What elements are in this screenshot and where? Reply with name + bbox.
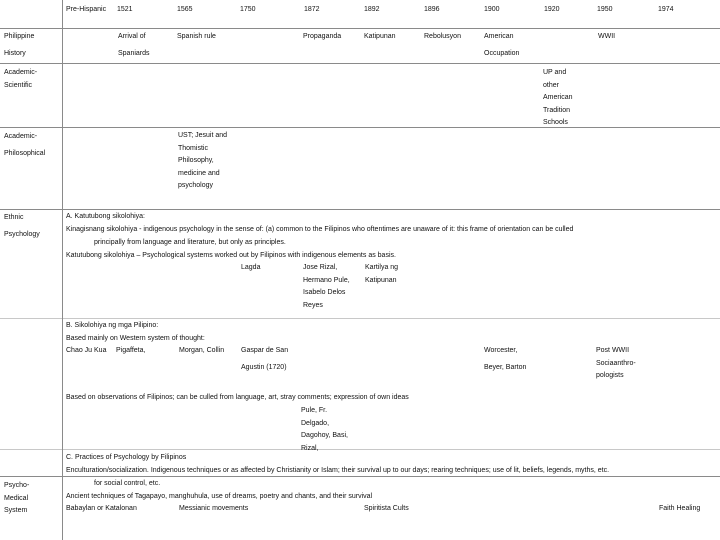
chao-ju-kua: Chao Ju Kua <box>66 347 107 354</box>
year-1920: 1920 <box>544 6 560 13</box>
pule-line: Dagohoy, Basi, <box>301 432 348 439</box>
american-line2: Occupation <box>484 49 520 57</box>
philosophical-label-line2: Philosophical <box>4 149 46 157</box>
kartilya <box>365 262 398 287</box>
section-b-line2: Based on observations of Filipinos; can be culled from language, art, stray comments; expression of own ideas <box>66 394 409 401</box>
rizal-pule-reyes <box>303 262 350 312</box>
rizal-line: Jose Rizal, <box>303 264 338 271</box>
pule-delgado-dagohoy <box>301 405 348 455</box>
section-a-line3: Katutubong sikolohiya – Psychological systems worked out by Filipinos with indigenous elements as basis. <box>66 252 396 259</box>
year-1950: 1950 <box>597 6 613 13</box>
philosophical-label-line1: Academic- <box>4 133 38 140</box>
postwwii-line: pologists <box>596 372 624 379</box>
up-line: Tradition <box>543 106 570 114</box>
gaspar-line2: Agustin (1720) <box>241 363 287 371</box>
american-line1: American <box>484 33 514 40</box>
scientific-label <box>4 67 37 92</box>
philosophical-divider <box>0 209 720 210</box>
propaganda: Propaganda <box>303 33 342 40</box>
postwwii-line: Sociaanthro- <box>596 359 636 367</box>
section-a-title: A. Katutubong sikolohiya: <box>66 213 145 220</box>
pule-line: Delgado, <box>301 419 330 427</box>
philosophical-label <box>4 131 45 160</box>
history-label-line1: Philippine <box>4 33 35 40</box>
morgan-collin: Morgan, Collin <box>179 347 225 354</box>
section-a-line1: Kinagisnang sikolohiya - indigenous psychology in the sense of: (a) common to the Filipinos who oftentimes are unaware of it: this frame of orientation can be culled <box>66 226 574 233</box>
pule-line: Pule, Fr. <box>301 407 328 414</box>
spanish-rule: Spanish rule <box>177 33 216 40</box>
rebolusyon: Rebolusyon <box>424 33 461 40</box>
section-b-line1: Based mainly on Western system of thought: <box>66 335 205 342</box>
label-column-divider <box>62 0 63 540</box>
ust-line: psychology <box>178 182 214 189</box>
up-american-schools <box>543 67 573 130</box>
year-1900: 1900 <box>484 6 500 13</box>
worcester-line2: Beyer, Barton <box>484 363 527 371</box>
post-wwii <box>596 345 636 383</box>
postwwii-line: Post WWII <box>596 347 630 354</box>
up-line: Schools <box>543 119 568 126</box>
up-line: other <box>543 81 559 89</box>
history-label-line2: History <box>4 49 26 57</box>
scientific-label-line1: Academic- <box>4 69 38 76</box>
section-c-line2: for social control, etc. <box>94 480 161 487</box>
history-divider <box>0 63 720 64</box>
katipunan: Katipunan <box>364 33 396 40</box>
pule-line: Rizal, <box>301 444 319 452</box>
section-c-title: C. Practices of Psychology by Filipinos <box>66 454 187 461</box>
year-prehispanic: Pre-Hispanic <box>66 6 107 13</box>
year-1521: 1521 <box>117 6 133 13</box>
wwii: WWII <box>598 33 616 40</box>
section-a-line2: principally from language and literature, but only as principles. <box>94 239 286 246</box>
scientific-divider <box>0 127 720 128</box>
history-label <box>4 31 34 60</box>
ethnic-label-line2: Psychology <box>4 230 40 238</box>
pigaffeta: Pigaffeta, <box>116 347 146 354</box>
babaylan: Babaylan or Katalonan <box>66 505 137 512</box>
section-c-line1: Enculturation/socialization. Indigenous techniques or as affected by Christianity or Islam; their survival up to our days; rearing techniques; use of lit, beliefs, legends, myths, etc. <box>66 467 610 474</box>
ust-philosophy <box>178 130 227 193</box>
faith-healing: Faith Healing <box>659 505 701 512</box>
year-1892: 1892 <box>364 6 380 13</box>
gaspar-de-san-agustin <box>241 345 288 374</box>
psycho-label-line2: Medical <box>4 494 29 502</box>
lagda: Lagda <box>241 264 261 271</box>
scientific-label-line2: Scientific <box>4 81 33 89</box>
american-occupation <box>484 31 519 60</box>
ethnic-label <box>4 212 40 241</box>
psycho-label-line3: System <box>4 507 28 514</box>
psycho-label-line1: Psycho- <box>4 482 30 489</box>
header-divider <box>0 28 720 29</box>
section-c-line3: Ancient techniques of Tagapayo, manghuhula, use of dreams, poetry and chants, and their survival <box>66 493 373 500</box>
year-1872: 1872 <box>304 6 320 13</box>
ethnic-label-line1: Ethnic <box>4 214 24 221</box>
arrival-line2: Spaniards <box>118 49 150 57</box>
psycho-medical-label <box>4 480 29 518</box>
rizal-line: Reyes <box>303 301 323 309</box>
section-b-title: B. Sikolohiya ng mga Pilipino: <box>66 322 159 329</box>
year-1974: 1974 <box>658 6 674 13</box>
messianic-movements: Messianic movements <box>179 505 249 512</box>
year-1896: 1896 <box>424 6 440 13</box>
worcester-beyer-barton <box>484 345 526 374</box>
ethnic-b-divider <box>0 449 720 450</box>
kartilya-line: Kartilya ng <box>365 264 399 271</box>
spiritista-cults: Spiritista Cults <box>364 505 409 512</box>
kartilya-line: Katipunan <box>365 276 397 284</box>
year-1750: 1750 <box>240 6 256 13</box>
up-line: UP and <box>543 69 567 76</box>
rizal-line: Hermano Pule, <box>303 276 350 284</box>
ust-line: medicine and <box>178 169 220 177</box>
ust-line: Philosophy, <box>178 157 214 164</box>
worcester-line1: Worcester, <box>484 347 518 354</box>
arrival-line1: Arrival of <box>118 33 146 40</box>
arrival-of-spaniards <box>118 31 150 60</box>
up-line: American <box>543 94 573 101</box>
ust-line: UST; Jesuit and <box>178 132 228 139</box>
ust-line: Thomistic <box>178 144 208 152</box>
ethnic-a-divider <box>0 318 720 319</box>
year-1565: 1565 <box>177 6 193 13</box>
rizal-line: Isabelo Delos <box>303 289 346 296</box>
gaspar-line1: Gaspar de San <box>241 347 289 354</box>
